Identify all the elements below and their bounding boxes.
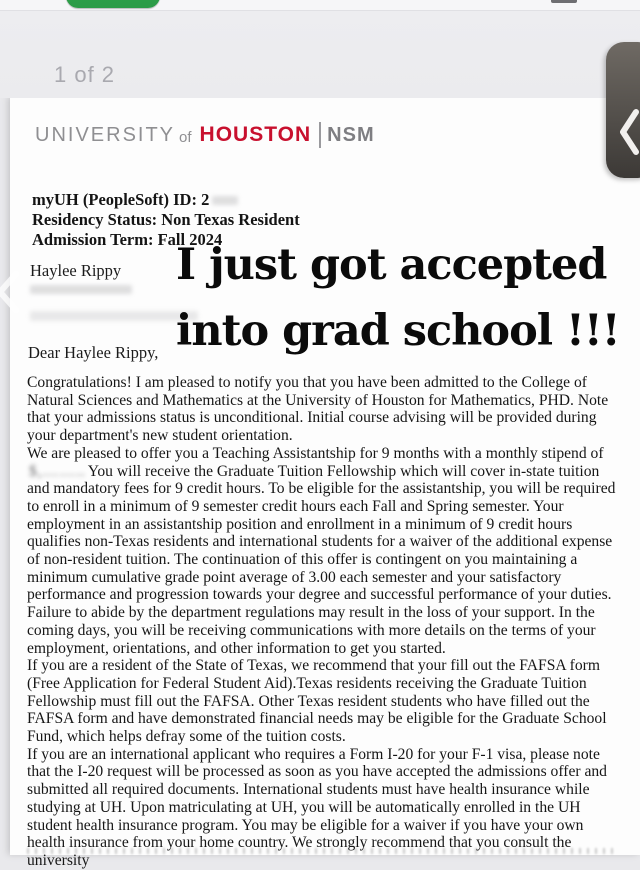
assistantship-text-end: You will receive the Graduate Tuition Fellowship which will cover in-state tuition and mandatory fees for 9 credit hours. To be eligible for the assistantship, you will be required to enroll in a minimum of 9 semester credit hours each Fall and Spring semester. Your employment in an assistantship position and enrollment in a minimum of 9 credit hours qualifies non-Texas residents and international students for a waiver of the additional expense of non-resident tuition. The continuation of this offer is contingent on you maintaining a minimum cumulative grade point average of 3.00 each semester and your satisfactory performance and progression towards your degree and successful performance of your duties. Failure to abide by the department regulations may result in the loss of your support. In the coming days, you will be receiving communications with more details on the terms of your employment, orientations, and other information to get you started. (27, 462, 616, 657)
letterhead-university-text: UNIVERSITY (35, 123, 176, 146)
letter-document (10, 97, 640, 869)
chevron-left-faint-icon (0, 304, 22, 319)
page-counter: 1 of 2 (54, 62, 116, 87)
university-letterhead (35, 122, 375, 148)
meta-term-line: Admission Term: Fall 2024 (32, 230, 223, 249)
salutation: Dear Haylee Rippy, (28, 343, 159, 362)
redacted-stipend-amount: $,…….. (29, 462, 86, 480)
assistantship-text-start: We are pleased to offer you a Teaching Assistantship for 9 months with a monthly stipend of (27, 444, 604, 462)
truncated-icon (551, 0, 577, 3)
meta-id-text: myUH (PeopleSoft) ID: 2 (32, 190, 210, 209)
celebration-caption (176, 232, 620, 364)
letterhead-divider (319, 122, 321, 148)
caption-line-1: I just got accepted (176, 240, 607, 290)
paragraph-admission: Congratulations! I am pleased to notify you that you have been admitted to the College of Natural Sciences and Mathematics at the University of Houston for Mathematics, PHD. Note that your admissions status is unconditional. Initial course advising will be provided during your department's new student orientation. (27, 374, 609, 445)
redacted-id (212, 196, 238, 205)
cut-off-text-line (27, 848, 619, 854)
recipient-name: Haylee Rippy (30, 261, 122, 280)
previous-page-chevron[interactable] (0, 268, 22, 316)
caption-line-2: into grad school !!! (176, 306, 620, 356)
letterhead-of-text: of (179, 128, 192, 146)
letterhead-nsm-text: NSM (327, 123, 375, 146)
paragraph-assistantship (27, 445, 621, 657)
paragraph-fafsa: If you are a resident of the State of Texas, we recommend that your fill out the FAFSA form (Free Application for Federal Student Aid).Texas residents receiving the Graduate Tuition Fellowship must fill out the FAFSA. Other Texas resident students who have filled out the FAFSA form and have demonstrated financial needs may be eligible for the Graduate School Fund, which helps defray some of the tuition costs. (27, 657, 607, 746)
letterhead-houston-text: HOUSTON (199, 123, 312, 146)
redacted-address-line-1 (30, 285, 132, 294)
meta-id-line (32, 190, 300, 210)
top-bar-divider (0, 10, 640, 11)
letter-body (27, 374, 621, 870)
truncated-green-button[interactable] (66, 0, 160, 8)
paragraph-international: If you are an international applicant who requires a Form I-20 for your F-1 visa, please note that the I-20 request will be processed as soon as you have accepted the admissions offer and submitted all required documents. International students must have health insurance while studying at UH. Upon matriculating at UH, you will be automatically enrolled in the UH student health insurance program. You may be eligible for a waiver if you have your own health insurance from your home country. We strongly recommend that you consult the university (27, 745, 607, 869)
meta-residency-line: Residency Status: Non Texas Resident (32, 210, 300, 229)
redacted-address-line-2 (30, 311, 198, 321)
back-nav-button[interactable] (606, 42, 640, 178)
